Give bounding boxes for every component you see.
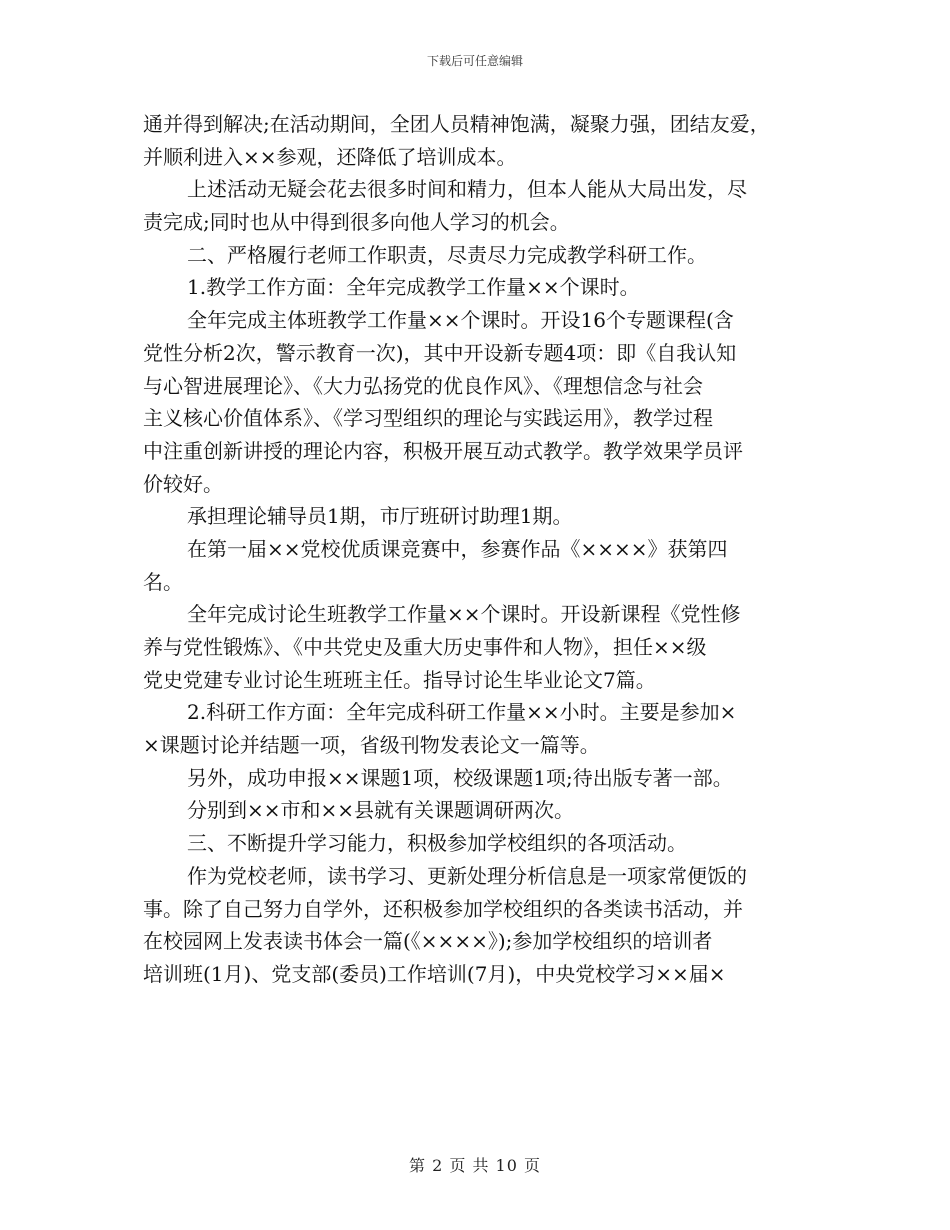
body-line: 事。除了自己努力自学外，还积极参加学校组织的各类读书活动，并	[143, 896, 743, 921]
body-line: 1.教学工作方面：全年完成教学工作量××个课时。	[187, 275, 640, 300]
body-line: 价较好。	[143, 471, 223, 496]
document-body	[143, 108, 813, 991]
body-line: 中注重创新讲授的理论内容，积极开展互动式教学。教学效果学员评	[143, 438, 743, 463]
body-line: 二、严格履行老师工作职责，尽责尽力完成教学科研工作。	[187, 242, 707, 267]
body-line: 主义核心价值体系》、《学习型组织的理论与实践运用》，教学过程	[143, 406, 713, 431]
body-line: 在第一届××党校优质课竞赛中，参赛作品《××××》获第四	[187, 536, 728, 561]
body-line: 党性分析2次，警示教育一次)，其中开设新专题4项：即《自我认知	[143, 340, 737, 365]
body-line: 全年完成讨论生班教学工作量××个课时。开设新课程《党性修	[187, 602, 741, 627]
body-line: 与心智进展理论》、《大力弘扬党的优良作风》、《理想信念与社会	[143, 373, 703, 398]
body-line: 全年完成主体班教学工作量××个课时。开设16个专题课程(含	[187, 308, 734, 333]
body-line: 分别到××市和××县就有关课题调研两次。	[187, 798, 575, 823]
body-line: 并顺利进入××参观，还降低了培训成本。	[143, 144, 517, 169]
body-line: 党史党建专业讨论生班班主任。指导讨论生毕业论文7篇。	[143, 667, 656, 692]
body-line: 养与党性锻炼》、《中共党史及重大历史事件和人物》，担任××级	[143, 635, 707, 659]
body-line: 在校园网上发表读书体会一篇(《××××》);参加学校组织的培训者	[143, 929, 713, 954]
body-line: 上述活动无疑会花去很多时间和精力，但本人能从大局出发，尽	[187, 177, 747, 202]
body-line: 2.科研工作方面：全年完成科研工作量××小时。主要是参加×	[187, 700, 737, 725]
page-header: 下载后可任意编辑	[426, 54, 523, 68]
body-line: 另外，成功申报××课题1项，校级课题1项;待出版专著一部。	[187, 765, 733, 790]
body-line: 三、不断提升学习能力，积极参加学校组织的各项活动。	[187, 831, 687, 856]
body-line: 通并得到解决;在活动期间，全团人员精神饱满，凝聚力强，团结友爱，	[143, 112, 770, 136]
page-footer: 第 2 页 共 10 页	[409, 1156, 541, 1175]
body-line: 培训班(1月)、党支部(委员)工作培训(7月)，中央党校学习××届×	[143, 961, 726, 986]
body-line: 责完成;同时也从中得到很多向他人学习的机会。	[143, 210, 570, 235]
body-line: 名。	[143, 569, 183, 594]
body-line: 承担理论辅导员1期，市厅班研讨助理1期。	[187, 504, 573, 529]
body-line: 作为党校老师，读书学习、更新处理分析信息是一项家常便饭的	[187, 863, 747, 888]
body-line: ×课题讨论并结题一项，省级刊物发表论文一篇等。	[143, 733, 600, 758]
